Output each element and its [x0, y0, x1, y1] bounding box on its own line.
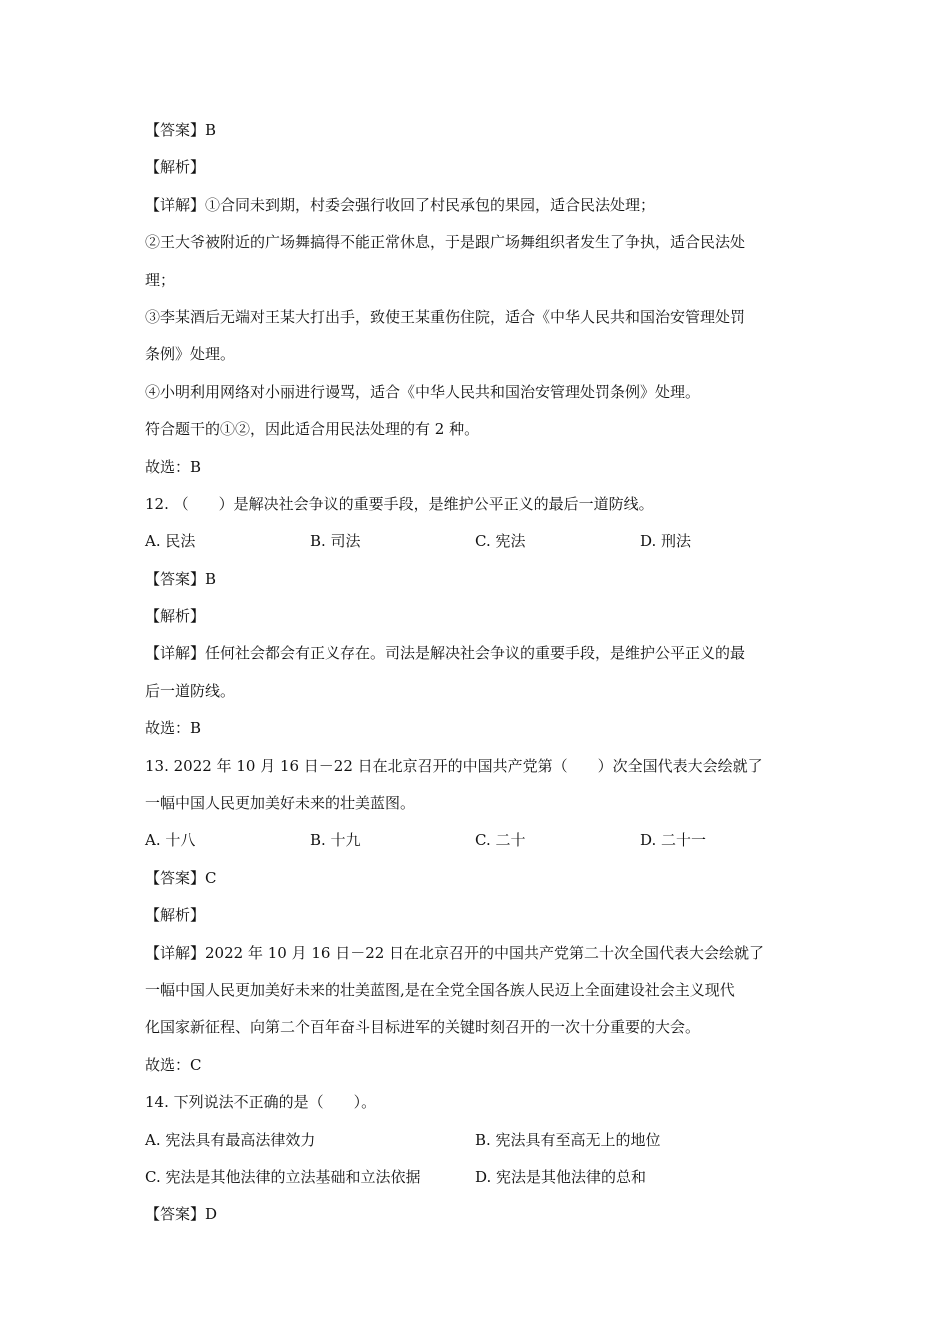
q13-stem-line: 一幅中国人民更加美好未来的壮美蓝图。: [145, 794, 416, 813]
q11-detail-line: ③李某酒后无端对王某大打出手，致使王某重伤住院，适合《中华人民共和国治安管理处罚: [145, 307, 746, 326]
q11-detail-line: 符合题干的①②，因此适合用民法处理的有 2 种。: [145, 420, 480, 439]
q12-analysis: 【解析】: [145, 607, 206, 626]
q11-detail-line: 条例》处理。: [145, 345, 236, 364]
document-page: [145, 112, 805, 1234]
q12-choice: 故选：B: [145, 719, 202, 738]
q12-options: [145, 523, 805, 560]
q11-detail-line: ②王大爷被附近的广场舞搞得不能正常休息，于是跟广场舞组织者发生了争执，适合民法处: [145, 233, 746, 252]
q14-options-row: [145, 1159, 805, 1196]
q12-detail-line: 【详解】任何社会都会有正义存在。司法是解决社会争议的重要手段，是维护公平正义的最: [145, 644, 746, 663]
q13-option-c: C. 二十: [475, 831, 526, 850]
q13-detail-line: 化国家新征程、向第二个百年奋斗目标进军的关键时刻召开的一次十分重要的大会。: [145, 1018, 701, 1037]
q12-answer: 【答案】B: [145, 569, 217, 588]
q14-stem: 14. 下列说法不正确的是（ ）。: [145, 1093, 377, 1112]
q11-choice: 故选：B: [145, 457, 202, 476]
q12-option-d: D. 刑法: [640, 532, 692, 551]
q13-detail-line: 一幅中国人民更加美好未来的壮美蓝图,是在全党全国各族人民迈上全面建设社会主义现代: [145, 980, 735, 999]
q13-option-a: A. 十八: [145, 831, 196, 850]
q12-option-c: C. 宪法: [475, 532, 526, 551]
q14-option-a: A. 宪法具有最高法律效力: [145, 1130, 316, 1149]
q12-stem: 12. （ ）是解决社会争议的重要手段，是维护公平正义的最后一道防线。: [145, 494, 654, 513]
q13-analysis: 【解析】: [145, 906, 206, 925]
q12-option-b: B. 司法: [310, 532, 361, 551]
q11-analysis: 【解析】: [145, 158, 206, 177]
q13-detail-line: 【详解】2022 年 10 月 16 日－22 日在北京召开的中国共产党第二十次全国代表大会绘就了: [145, 943, 765, 962]
q13-option-d: D. 二十一: [640, 831, 707, 850]
q11-answer: 【答案】B: [145, 121, 217, 139]
q14-option-c: C. 宪法是其他法律的立法基础和立法依据: [145, 1167, 421, 1186]
q13-stem-line: 13. 2022 年 10 月 16 日－22 日在北京召开的中国共产党第（ ）次全国代表大会绘就了: [145, 756, 763, 775]
q12-option-a: A. 民法: [145, 532, 196, 551]
q13-options: [145, 822, 805, 859]
q13-option-b: B. 十九: [310, 831, 361, 850]
q14-option-b: B. 宪法具有至高无上的地位: [475, 1130, 661, 1149]
q13-choice: 故选：C: [145, 1055, 202, 1074]
q11-detail-line: ④小明利用网络对小丽进行谩骂，适合《中华人民共和国治安管理处罚条例》处理。: [145, 382, 701, 401]
q14-option-d: D. 宪法是其他法律的总和: [475, 1167, 647, 1186]
q14-answer: 【答案】D: [145, 1205, 218, 1224]
q12-detail-line: 后一道防线。: [145, 681, 236, 700]
q11-detail-line: 理；: [145, 270, 176, 289]
q13-answer: 【答案】C: [145, 868, 217, 887]
q14-options-row: [145, 1122, 805, 1159]
q11-detail-line: 【详解】①合同未到期，村委会强行收回了村民承包的果园，适合民法处理；: [145, 195, 656, 214]
